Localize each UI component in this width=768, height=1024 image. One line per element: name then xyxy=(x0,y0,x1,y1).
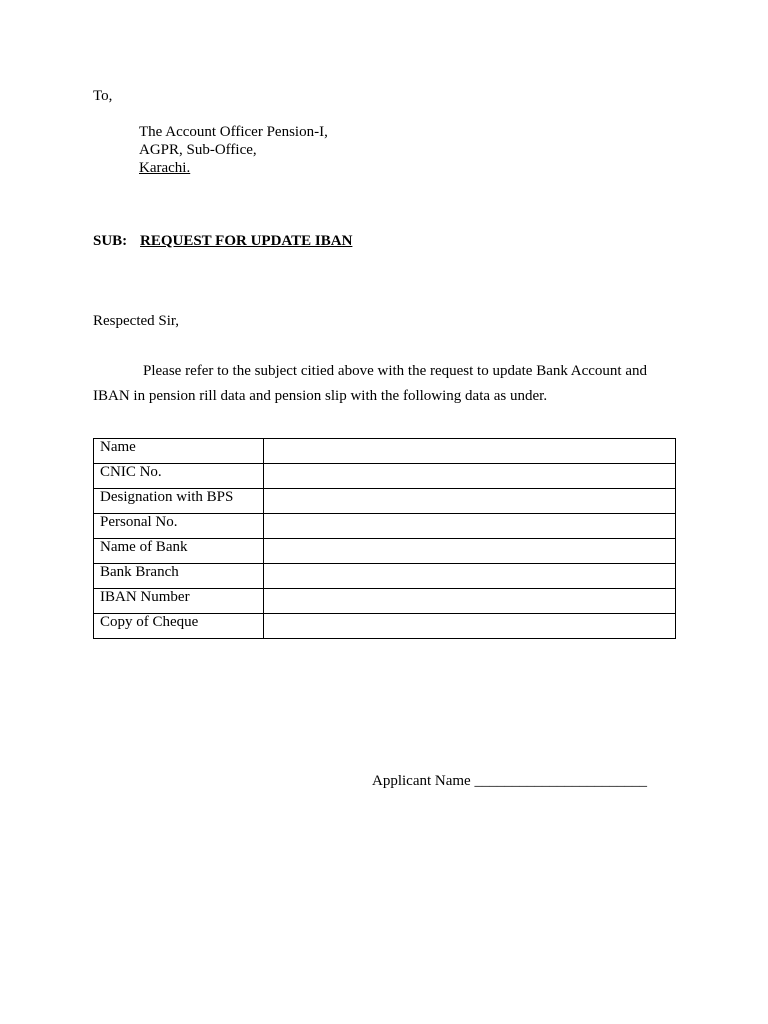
table-row xyxy=(94,564,676,589)
row-label-name: Name xyxy=(94,439,264,464)
applicant-name-signature: Applicant Name _______________________ xyxy=(372,773,647,789)
table-row xyxy=(94,514,676,539)
table-row xyxy=(94,464,676,489)
row-value-cnic[interactable] xyxy=(264,464,676,489)
row-label-bank-name: Name of Bank xyxy=(94,539,264,564)
body-text-line-2: IBAN in pension rill data and pension slip with the following data as under. xyxy=(93,388,548,404)
row-label-personal-no: Personal No. xyxy=(94,514,264,539)
row-label-cnic: CNIC No. xyxy=(94,464,264,489)
recipient-to: To, xyxy=(93,88,113,104)
row-value-iban[interactable] xyxy=(264,589,676,614)
row-value-bank-name[interactable] xyxy=(264,539,676,564)
row-label-bank-branch: Bank Branch xyxy=(94,564,264,589)
address-line-3: Karachi. xyxy=(139,160,191,176)
table-row xyxy=(94,614,676,639)
subject-label: SUB: xyxy=(93,233,128,249)
row-value-name[interactable] xyxy=(264,439,676,464)
salutation: Respected Sir, xyxy=(93,313,180,329)
row-value-designation[interactable] xyxy=(264,489,676,514)
row-label-designation: Designation with BPS xyxy=(94,489,264,514)
address-line-1: The Account Officer Pension-I, xyxy=(139,124,328,140)
row-label-iban: IBAN Number xyxy=(94,589,264,614)
row-value-cheque[interactable] xyxy=(264,614,676,639)
row-value-bank-branch[interactable] xyxy=(264,564,676,589)
applicant-data-table xyxy=(93,438,676,639)
subject-title: REQUEST FOR UPDATE IBAN xyxy=(140,233,353,249)
row-value-personal-no[interactable] xyxy=(264,514,676,539)
table-row xyxy=(94,439,676,464)
table-row xyxy=(94,489,676,514)
address-line-2: AGPR, Sub-Office, xyxy=(139,142,257,158)
table-row xyxy=(94,539,676,564)
body-text-line-1: Please refer to the subject citied above with the request to update Bank Account and xyxy=(143,363,648,379)
row-label-cheque: Copy of Cheque xyxy=(94,614,264,639)
table-row xyxy=(94,589,676,614)
